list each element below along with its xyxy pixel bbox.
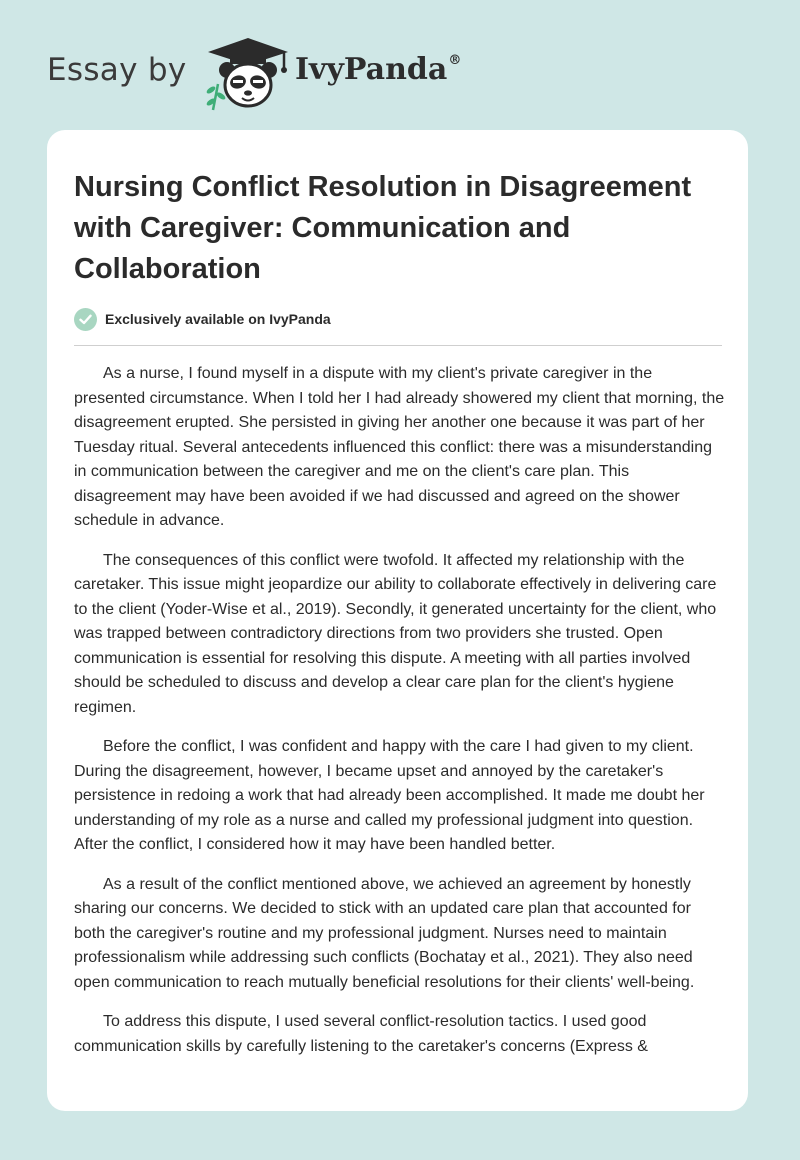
site-header [0,0,800,130]
brand-prefix: Essay by [47,52,187,88]
check-icon [74,308,97,331]
paragraph: To address this dispute, I used several conflict-resolution tactics. I used good communication skills by carefully listening to the caretaker's concerns (Express & [74,1013,648,1055]
paragraph: As a nurse, I found myself in a dispute with my client's private caregiver in the presented circumstance. When I told her I had already showered my client that morning, the disagreement erupted. She persisted in giving her another one because it was part of her Tuesday ritual. Several antecedents influenced this conflict: there was a misunderstanding in communication between the caregiver and me on the client's care plan. This disagreement may have been avoided if we had discussed and agreed on the shower schedule in advance. [74,365,725,529]
badge-label: Exclusively available on IvyPanda [105,311,331,327]
paragraph: The consequences of this conflict were twofold. It affected my relationship with the caretaker. This issue might jeopardize our ability to collaborate effectively in delivering care to the client (Yoder-Wise et al., 2019). Secondly, it generated uncertainty for the client, who was trapped between contradictory directions from two providers she trusted. Open communication is essential for resolving this dispute. A meeting with all parties involved should be scheduled to discuss and develop a clear care plan for the client's hygiene regimen. [74,551,717,716]
panda-graduate-icon[interactable] [200,32,292,112]
divider [74,345,722,346]
page-title: Nursing Conflict Resolution in Disagreement with Caregiver: Communication and Collaboration [74,171,692,285]
paragraph: As a result of the conflict mentioned above, we achieved an agreement by honestly sharing our concerns. We decided to stick with an updated care plan that accounted for both the caregiver's routine and my professional judgment. Nurses need to maintain professionalism while addressing such conflicts (Bochatay et al., 2021). They also need open communication to reach mutually beneficial resolutions for their clients' well-being. [74,875,695,991]
paragraph: Before the conflict, I was confident and happy with the care I had given to my client. During the disagreement, however, I became upset and annoyed by the caretaker's persistence in redoing a work that had already been accomplished. It made me doubt her understanding of my role as a nurse and called my professional judgment into question. After the conflict, I considered how it may have been handled better. [74,738,705,853]
brand-name[interactable]: IvyPanda® [295,52,462,87]
essay-body [74,362,726,1074]
essay-card [47,130,748,1111]
exclusive-badge [74,307,331,331]
registered-mark: ® [448,53,462,68]
